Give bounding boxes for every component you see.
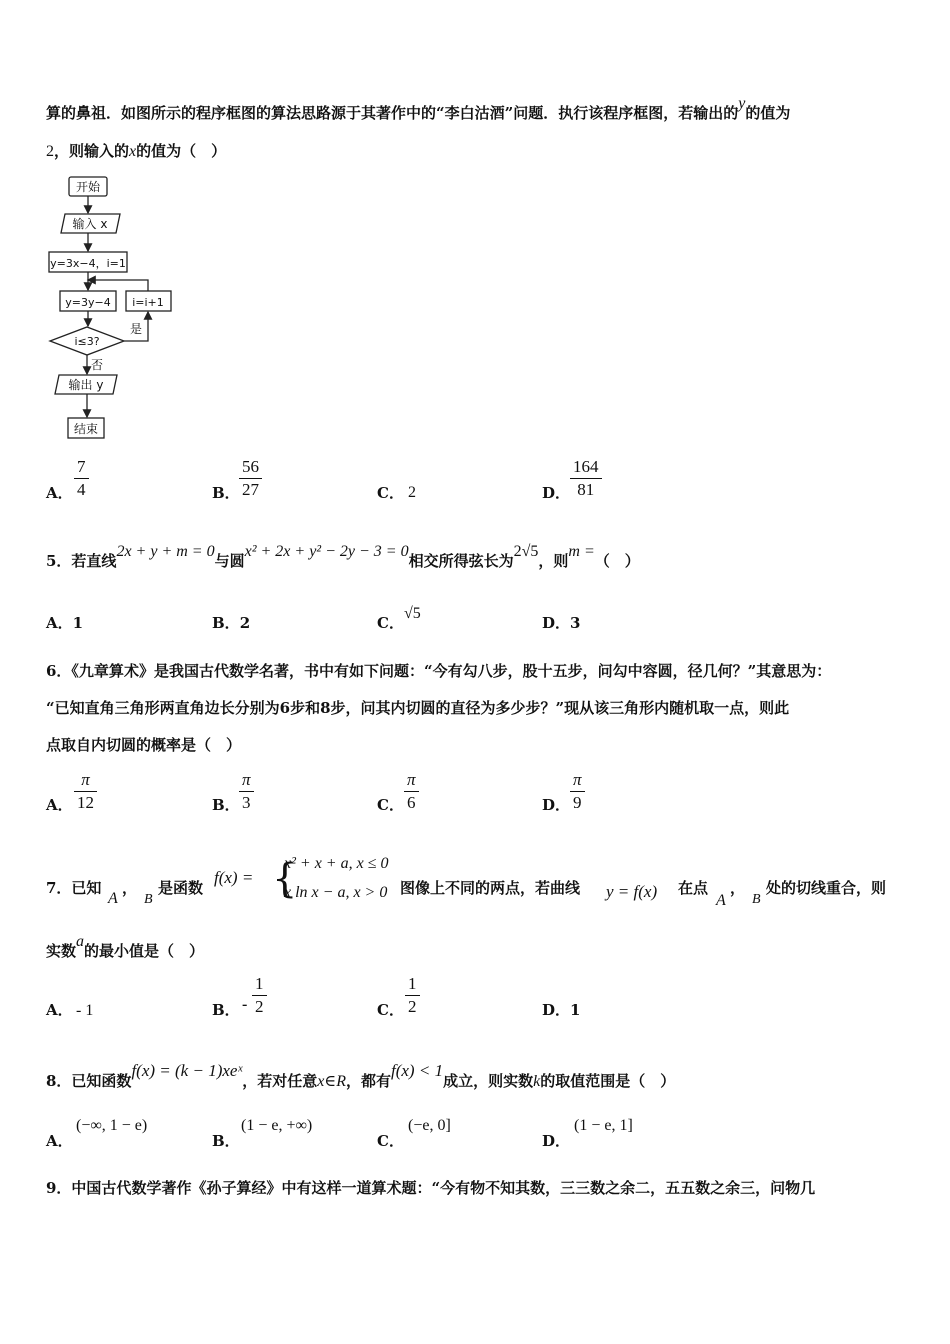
numerator: π	[407, 770, 416, 789]
denominator: 9	[573, 793, 582, 812]
q4-text: 的值为（ ）	[136, 142, 227, 160]
q7-option-a-label: A．	[46, 1001, 73, 1019]
q8-text: ，若对任意	[242, 1072, 318, 1090]
q4-option-c-value: 2	[408, 484, 416, 501]
q7-option-c-fraction	[405, 974, 420, 1017]
q4-option-a-label: A．	[46, 484, 73, 502]
q7-text: 图像上不同的两点，若曲线	[400, 879, 581, 897]
option-label: B．	[212, 614, 240, 632]
fc-yes: 是	[130, 322, 143, 336]
q6-option-c-label: C．	[377, 796, 404, 814]
q8-option-c-label: C．	[377, 1132, 404, 1150]
fc-output: 输出 y	[68, 378, 104, 392]
numerator: π	[242, 770, 251, 789]
option-label: C．	[377, 614, 404, 632]
q7-option-b-label: B．	[212, 1001, 240, 1019]
fc-step: y=3y−4	[65, 296, 111, 309]
value-2: 2	[46, 143, 54, 160]
domain-x: x∈R	[317, 1073, 346, 1090]
curve-equation: y = f(x)	[606, 882, 658, 901]
option-value: 2	[239, 614, 251, 632]
q6-option-b-fraction	[239, 770, 254, 813]
fc-cond: i≤3?	[74, 335, 100, 348]
line-equation: 2x + y + m = 0	[116, 543, 215, 560]
q5-option-c	[377, 605, 421, 633]
q7-option-b-sign: -	[242, 996, 248, 1013]
fc-init: y=3x−4，i=1	[50, 257, 126, 270]
q4-text: ，则输入的	[54, 142, 130, 160]
q8-text: 的取值范围是（ ）	[540, 1072, 676, 1090]
denominator: 2	[255, 997, 264, 1016]
function-f: f(x) =	[214, 868, 254, 887]
q6-option-d-label: D．	[542, 796, 571, 814]
option-value: 3	[570, 614, 581, 632]
denominator: 3	[242, 793, 251, 812]
option-value: √5	[403, 605, 421, 622]
var-k: k	[533, 1073, 541, 1090]
q6-line2: “已知直角三角形两直角边长分别为6步和8步，问其内切圆的直径为多少步？”现从该三角形内随机取一点，则此	[46, 699, 790, 717]
q8-option-b-label: B．	[212, 1132, 240, 1150]
q5-text: 与圆	[214, 552, 245, 570]
option-value: 1	[72, 614, 84, 632]
fc-inc: i=i+1	[132, 296, 164, 309]
denominator: 12	[77, 793, 94, 812]
q8-text: 成立，则实数	[443, 1072, 534, 1090]
q4-option-d-label: D．	[542, 484, 571, 502]
q6-option-a-fraction	[74, 770, 97, 813]
left-brace: {	[272, 856, 298, 902]
q8-text: ，都有	[345, 1072, 391, 1090]
q5-option-b	[212, 612, 250, 633]
function-f: f(x) = (k − 1)xeˣ	[131, 1061, 243, 1080]
numerator: π	[81, 770, 90, 789]
q6-option-d-fraction	[570, 770, 585, 813]
q7-text: 实数	[46, 942, 77, 960]
q6-line1: 6．《九章算术》是我国古代数学名著，书中有如下问题：“今有勾八步，股十五步，问勾中容圆，径几何？”其意思为：	[46, 662, 832, 680]
fc-input: 输入 x	[72, 217, 108, 231]
q4-text-line2	[46, 140, 226, 161]
q8-text: 8．已知函数	[46, 1072, 132, 1090]
var-a: a	[76, 933, 85, 950]
q7-text: 的最小值是（ ）	[84, 942, 205, 960]
chord-length: 2√5	[513, 543, 539, 560]
option-label: D．	[542, 1001, 571, 1019]
q7-text: 是函数	[158, 879, 204, 897]
q7-text: 处的切线重合，则	[766, 879, 887, 897]
numerator: 56	[242, 457, 259, 476]
var-m: m =	[568, 543, 595, 560]
q6-line3: 点取自内切圆的概率是（ ）	[46, 736, 242, 754]
q7-text: 7．已知	[46, 879, 102, 897]
q8-option-b-value: (1 − e, +∞)	[241, 1117, 313, 1134]
q8-option-a-value: (−∞, 1 − e)	[76, 1117, 148, 1134]
q8-question	[46, 1061, 676, 1091]
fc-start: 开始	[75, 180, 101, 194]
q7-option-d	[542, 999, 580, 1020]
flowchart	[40, 170, 200, 445]
q5-option-a	[46, 612, 83, 633]
var-y: y	[738, 95, 746, 112]
q9-line1: 9．中国古代数学著作《孙子算经》中有这样一道算术题：“今有物不知其数，三三数之余二，五五数之余三，问物几	[46, 1179, 816, 1197]
numerator: 164	[573, 457, 599, 476]
q4-option-c-label: C．	[377, 484, 404, 502]
piece-case-1: x² + x + a, x ≤ 0	[284, 855, 389, 872]
q7-option-c-label: C．	[377, 1001, 404, 1019]
fc-end: 结束	[73, 422, 99, 436]
option-label: A．	[46, 614, 73, 632]
q8-option-c-value: (−e, 0]	[408, 1117, 451, 1134]
q7-text: 在点	[678, 879, 709, 897]
q5-text: 5．若直线	[46, 552, 117, 570]
q7-option-a-value: - 1	[76, 1002, 94, 1019]
point-a: A	[716, 892, 726, 909]
numerator: π	[573, 770, 582, 789]
option-label: D．	[542, 614, 571, 632]
denominator: 81	[577, 480, 595, 499]
q4-option-d-fraction	[570, 457, 602, 500]
q4-option-b-fraction	[239, 457, 262, 500]
numerator: 1	[408, 974, 417, 993]
option-value: 1	[570, 1001, 581, 1019]
q5-text: ，则	[538, 552, 569, 570]
q4-text: 算的鼻祖．如图所示的程序框图的算法思路源于其著作中的“李白沽酒”问题．执行该程序框图，若输出的	[46, 104, 739, 122]
q6-option-a-label: A．	[46, 796, 73, 814]
q6-option-b-label: B．	[212, 796, 240, 814]
numerator: 1	[255, 974, 264, 993]
q7-option-b-fraction	[252, 974, 267, 1017]
q8-option-d-value: (1 − e, 1]	[574, 1117, 633, 1134]
q4-option-a-fraction	[74, 457, 89, 500]
var-x: x	[129, 143, 137, 160]
q5-question	[46, 543, 640, 571]
denominator: 6	[407, 793, 416, 812]
q7-text: ，	[122, 879, 138, 897]
q5-text: 相交所得弦长为	[408, 552, 514, 570]
numerator: 7	[77, 457, 86, 476]
piece-case-2: x ln x − a, x > 0	[284, 884, 388, 901]
q8-option-a-label: A．	[46, 1132, 73, 1150]
q4-option-b-label: B．	[212, 484, 240, 502]
point-a: A	[108, 890, 118, 907]
denominator: 27	[242, 480, 259, 499]
point-b: B	[752, 892, 761, 907]
q5-text: （ ）	[594, 552, 640, 570]
q7-text: ，	[730, 879, 746, 897]
inequality: f(x) < 1	[391, 1061, 444, 1080]
q4-text: 的值为	[745, 104, 791, 122]
q6-option-c-fraction	[404, 770, 419, 813]
q4-text-line1	[46, 95, 791, 123]
fc-no: 否	[91, 358, 104, 372]
q5-option-d	[542, 612, 580, 633]
q8-option-d-label: D．	[542, 1132, 571, 1150]
q7-line2	[46, 933, 205, 961]
point-b: B	[144, 892, 153, 907]
circle-equation: x² + 2x + y² − 2y − 3 = 0	[244, 543, 409, 560]
denominator: 4	[77, 480, 86, 499]
denominator: 2	[408, 997, 417, 1016]
